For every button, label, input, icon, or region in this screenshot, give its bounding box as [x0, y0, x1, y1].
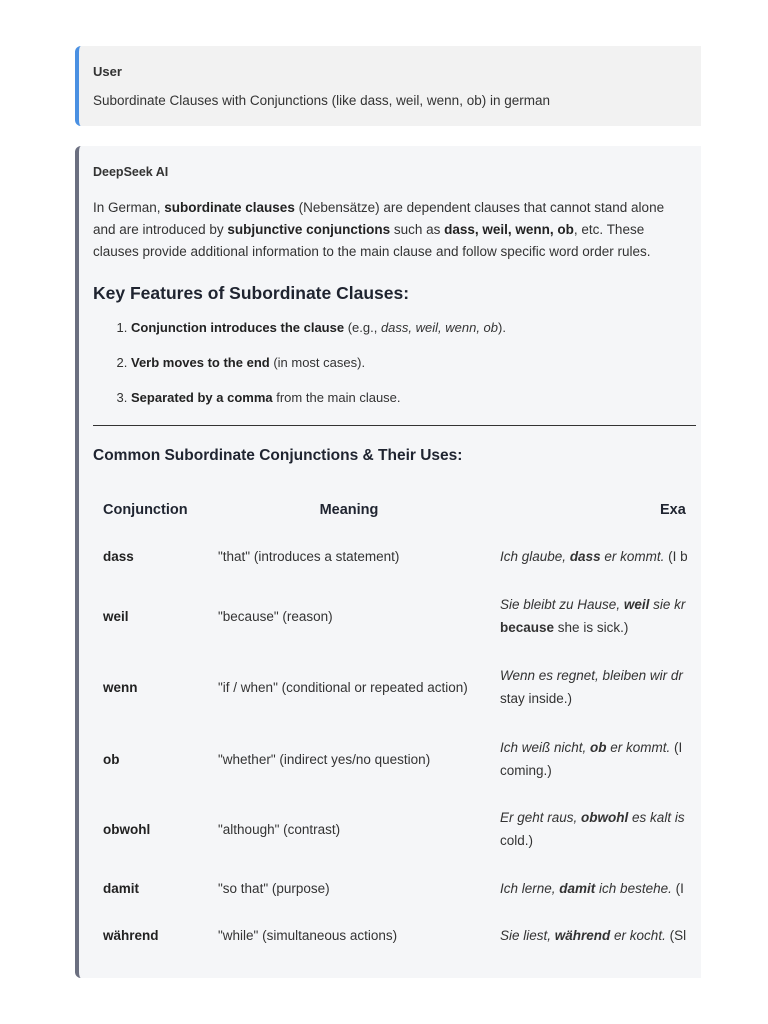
- header-example: Exa: [660, 502, 686, 518]
- cell-example: Ich glaube, dass er kommt. (I b: [500, 548, 688, 564]
- ai-speaker-label: DeepSeek AI: [93, 165, 169, 179]
- cell-conjunction: weil: [103, 608, 129, 624]
- cell-example: Ich weiß nicht, ob er kommt. (I coming.): [500, 740, 683, 778]
- table-row: [93, 529, 701, 583]
- cell-conjunction: obwohl: [103, 821, 151, 837]
- table-row: [93, 865, 701, 911]
- table-row: [93, 793, 701, 865]
- feature-item: 1. Conjunction introduces the clause (e.g., dass, weil, wenn, ob).: [131, 319, 701, 337]
- cell-meaning: "whether" (indirect yes/no question): [218, 751, 431, 767]
- conjunctions-table: [93, 491, 701, 959]
- table-row: [93, 583, 701, 649]
- cell-conjunction: ob: [103, 751, 120, 767]
- feature-item: 3. Separated by a comma from the main clause.: [131, 389, 701, 407]
- table-header-row: [93, 491, 701, 529]
- conjunctions-heading: Common Subordinate Conjunctions & Their Uses:: [93, 447, 463, 464]
- header-conjunction: Conjunction: [103, 502, 188, 518]
- table-row: [93, 649, 701, 725]
- intro-paragraph: In German, subordinate clauses (Nebensätze) are dependent clauses that cannot stand alone and are introduced by subjunctive conjunctions such as dass, weil, wenn, ob, etc. These clauses provide additional information to the main clause and follow specific word order rules.: [93, 200, 665, 259]
- cell-conjunction: dass: [103, 548, 134, 564]
- cell-conjunction: während: [103, 927, 159, 943]
- cell-meaning: "that" (introduces a statement): [218, 548, 400, 564]
- user-message: [75, 46, 701, 126]
- feature-item: 2. Verb moves to the end (in most cases).: [131, 354, 701, 372]
- cell-meaning: "if / when" (conditional or repeated action): [218, 679, 468, 695]
- section-divider: [93, 425, 696, 426]
- cell-example: Sie liest, während er kocht. (Sl: [500, 927, 687, 943]
- user-message-text: Subordinate Clauses with Conjunctions (like dass, weil, wenn, ob) in german: [93, 93, 550, 108]
- cell-meaning: "because" (reason): [218, 608, 333, 624]
- features-heading: Key Features of Subordinate Clauses:: [93, 283, 410, 303]
- cell-meaning: "although" (contrast): [218, 821, 341, 837]
- features-list: [93, 319, 701, 407]
- table-row: [93, 725, 701, 793]
- header-meaning: Meaning: [319, 502, 379, 518]
- cell-conjunction: wenn: [103, 679, 138, 695]
- cell-meaning: "while" (simultaneous actions): [218, 927, 398, 943]
- cell-example: Wenn es regnet, bleiben wir dr stay inside.): [500, 668, 683, 706]
- ai-message: [75, 146, 701, 978]
- cell-example: Sie bleibt zu Hause, weil sie kr because she is sick.): [500, 597, 686, 635]
- user-speaker-label: User: [93, 64, 122, 79]
- cell-conjunction: damit: [103, 880, 140, 896]
- table-row: [93, 911, 701, 959]
- cell-meaning: "so that" (purpose): [218, 880, 330, 896]
- cell-example: Er geht raus, obwohl es kalt is cold.): [500, 810, 685, 848]
- cell-example: Ich lerne, damit ich bestehe. (I: [500, 880, 684, 896]
